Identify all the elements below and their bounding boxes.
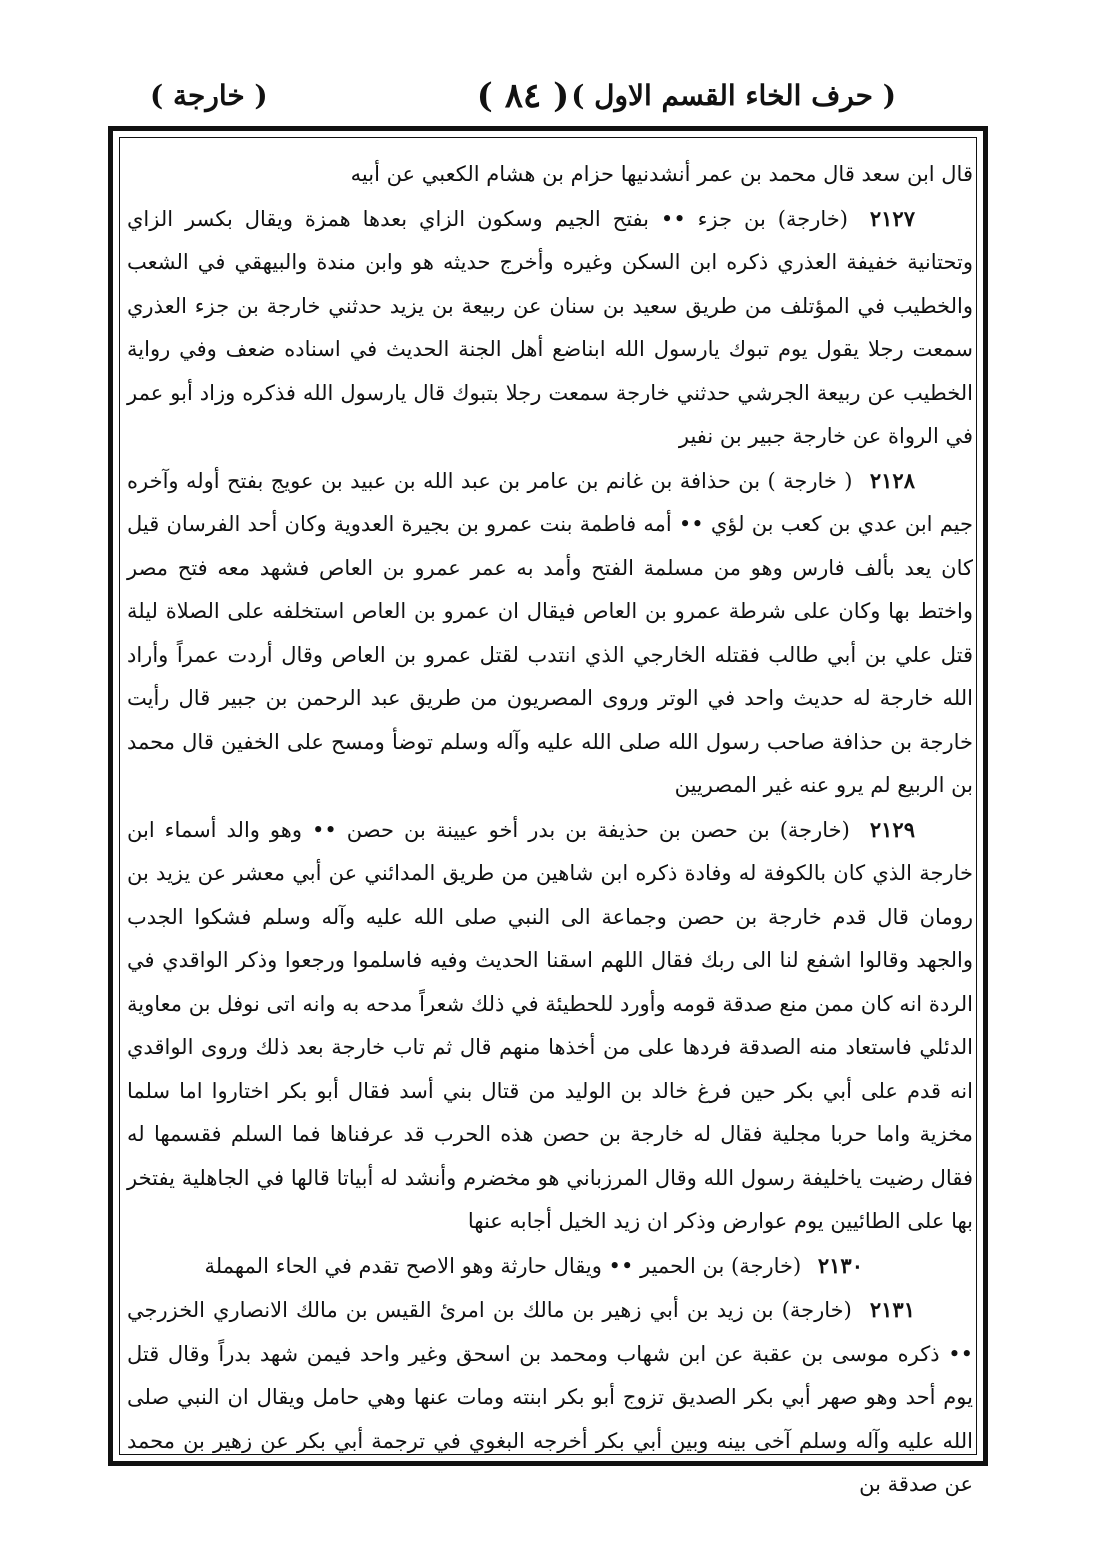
entry-2129 (127, 808, 973, 1244)
entry-2128 (127, 459, 973, 808)
page-body (127, 153, 973, 1507)
entry-text: ( خارجة ) بن حذافة بن غانم بن عامر بن عبد الله بن عبيد بن عويج بفتح أوله وآخره جيم ابن عدي بن كعب بن لؤي •• أمه فاطمة بنت عمرو بن بجيرة العدوية وكان أحد الفرسان قيل كان يعد بألف فارس وهو من مسلمة الفتح وأمد به عمر عمرو بن العاص فشهد معه فتح مصر واختط بها وكان على شرطة عمرو بن العاص فيقال ان عمرو بن العاص استخلفه على الصلاة ليلة قتل علي بن أبي طالب فقتله الخارجي الذي انتدب لقتل عمرو بن العاص وقال أردت عمراً وأراد الله خارجة له حديث واحد في الوتر وروى المصريون من طريق عبد الرحمن بن جبير قال رأيت خارجة بن حذافة صاحب رسول الله صلى الله عليه وآله وسلم توضأ ومسح على الخفين قال محمد بن الربيع لم يرو عنه غير المصريين (127, 468, 973, 797)
entry-text: (خارجة) بن الحمير •• ويقال حارثة وهو الاصح تقدم في الحاء المهملة (204, 1253, 802, 1278)
entry-text: (خارجة) بن جزء •• بفتح الجيم وسكون الزاي بعدها همزة ويقال بكسر الزاي وتحتانية خفيفة العذري ذكره ابن السكن وغيره وأخرج حديثه هو وابن مندة والبيهقي في الشعب والخطيب في المؤتلف من طريق سعيد بن سنان عن ربيعة بن يزيد حدثني خارجة بن جزء العذري سمعت رجلا يقول يوم تبوك يارسول الله ابناضع أهل الجنة الحديث في اسناده ضعف وفي رواية الخطيب عن ربيعة الجرشي حدثني خارجة سمعت رجلا بتبوك قال يارسول الله فذكره وزاد أبو عمر في الرواة عن خارجة جبير بن نفير (127, 206, 973, 448)
paragraph-text: قال ابن سعد قال محمد بن عمر أنشدنيها حزام بن هشام الكعبي عن أبيه (350, 162, 973, 186)
entry-number: ٢١٣١ (869, 1297, 915, 1322)
entry-2130 (127, 1244, 973, 1289)
entry-2131 (127, 1288, 973, 1507)
entry-number: ٢١٢٩ (869, 816, 915, 842)
text-frame (108, 126, 988, 1496)
running-header-section: ( حرف الخاء القسم الاول ) (571, 79, 896, 112)
page-header (150, 72, 896, 120)
entry-number: ٢١٣٠ (817, 1252, 863, 1278)
entry-text: (خارجة) بن زيد بن أبي زهير بن مالك بن امرئ القيس بن مالك الانصاري الخزرجي •• ذكره موسى بن عقبة عن ابن شهاب ومحمد بن اسحق وغير واحد فيمن شهد بدراً وقال قتل يوم أحد وهو صهر أبي بكر الصديق تزوج أبو بكر ابنته ومات عنها وهي حامل ويقال ان النبي صلى الله عليه وآله وسلم آخى بينه وبين أبي بكر أخرجه البغوي في ترجمة أبي بكر عن زهير بن محمد عن صدقة بن (127, 1298, 973, 1496)
running-header-entry: ( خارجة ) (150, 79, 268, 112)
entry-text: (خارجة) بن حصن بن حذيفة بن بدر أخو عيينة بن حصن •• وهو والد أسماء ابن خارجة الذي كان بالكوفة له وفادة ذكره ابن شاهين من طريق المدائني عن أبي معشر عن يزيد بن رومان قال قدم خارجة بن حصن وجماعة الى النبي صلى الله عليه وآله وسلم فشكوا الجدب والجهد وقالوا اشفع لنا الى ربك فقال اللهم اسقنا الحديث وفيه فاسلموا ورجعوا وذكر الواقدي في الردة انه كان ممن منع صدقة قومه وأورد للحطيئة في ذلك شعراً مدحه به وانه اتى نوفل بن معاوية الدئلي فاستعاد منه الصدقة فردها على من أخذها منهم قال ثم تاب خارجة بعد ذلك وروى الواقدي انه قدم على أبي بكر حين فرغ خالد بن الوليد من قتال بني أسد فقال أبو بكر اختاروا اما سلما مخزية واما حربا مجلية فقال له خارجة بن حصن هذه الحرب قد عرفناها فما السلم فقسمها له فقال رضيت ياخليفة رسول الله وقال المرزباني هو مخضرم وأنشد له أبياتا قالها في الجاهلية يفتخر بها على الطائيين يوم عوارض وذكر ان زيد الخيل أجابه عنها (127, 817, 973, 1233)
entry-2127 (127, 197, 973, 459)
page-number: ( ٨٤ ) (476, 76, 570, 116)
entry-number: ٢١٢٧ (869, 205, 915, 231)
entry-number: ٢١٢٨ (869, 467, 915, 493)
continuation-line (127, 153, 973, 197)
